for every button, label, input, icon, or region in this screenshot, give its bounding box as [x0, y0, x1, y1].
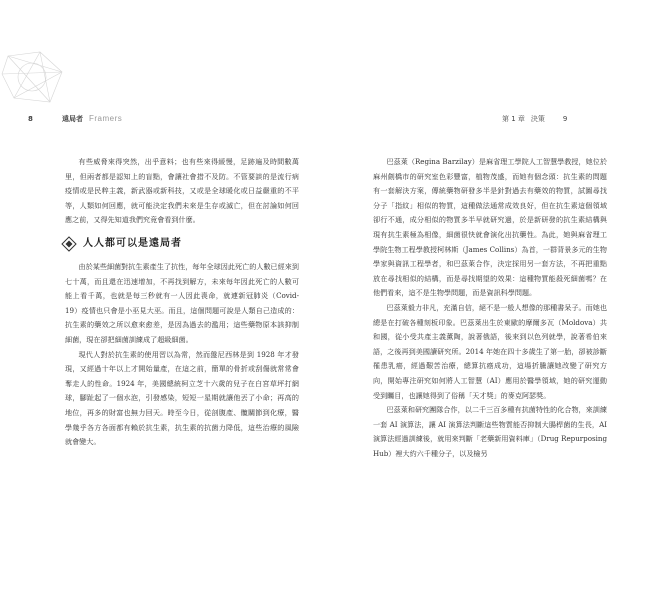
paragraph: 巴茲萊（Regina Barzilay）是麻省理工學院人工智慧學教授，她位於麻州劍橋市的研究室色彩豐富，植物茂盛，而她有個念頭：抗生素的問題有一套解決方案，傳統藥物研發多半是針對過去有藥效的物質，試圖尋找分子「指紋」相似的物質，這種做法通常成效良好，但在抗生素這個領域卻行不通，成分相似的物質多半早就研究過，於是新研發的抗生素結構與現有抗生素極為相像，細菌很快就會演化出抗藥性。為此，她與麻省理工學院生物工程學教授柯林斯（James Collins）為首，一群背景多元的生物學家與資訊工程學者，和巴茲萊合作，決定採用另一套方法，不再把重點放在尋找相似的結構，而是尋找期望的效果：這種物質能殺死細菌嗎？在他們看來，這不是生物學問題，而是資訊科學問題。	[373, 157, 607, 298]
section-diamond-icon	[61, 236, 77, 252]
paragraph: 巴茲萊毅力非凡，充滿自信，絕不是一般人想像的那種書呆子。而她也總是在打破各種刻板印象。巴茲萊出生於東歐的摩爾多瓦（Moldova）共和國，從小受共產主義薰陶，說著俄語，後來到以色列就學，說著希伯來語，之後再到美國讀研究所。2014 年她在四十多歲生了第一胎，卻被診斷罹患乳癌，經過艱苦治療，總算抗癌成功，這場折騰讓她改變了研究方向，開始專注研究如何將人工智慧（AI）應用於醫學領域，她的研究運動受到矚目，也讓她得到了俗稱「天才獎」的麥克阿瑟獎。	[373, 302, 607, 400]
chapter-title: 決策	[530, 115, 545, 123]
section-title: 人人都可以是遠局者	[83, 237, 182, 249]
right-page-number: 9	[562, 115, 568, 123]
book-title-english: Framers	[89, 114, 123, 123]
book-title: 遠局者	[62, 115, 83, 123]
paragraph: 現代人對於抗生素的使用習以為常，然而盤尼西林是到 1928 年才發現，又經過十年以上才開始量產，在這之前，簡單的骨折或刮傷就常常會奪走人的性命。1924 年，美國總統柯立芝十六歲的兒子在白宮草坪打網球，腳趾起了一個水泡，引發感染，短短一星期就讓他丟了小命；再高的地位，再多的財富也無力回天。時至今日，從剖腹產、髖關節到化療，醫學幾乎各方各面都有賴於抗生素，抗生素的抗菌力降低，這些治療的風險就會變大。	[65, 349, 299, 447]
left-page-number: 8	[28, 115, 33, 123]
left-page-body	[65, 155, 299, 450]
paragraph: 有些威脅來得突然，出乎意料；也有些來得緩慢，足跡遍及時間數萬里，但兩者都是認知上的盲點，會讓社會措不及防。不管要談的是流行病疫情或是民粹主義，新武器或新科技，又或是全球暖化或日益嚴重的不平等，人類如何回應，就可能決定我們未來是生存或滅亡，但在討論如何回應之前，又得先知道我們究竟會看到什麼。	[65, 157, 299, 225]
chapter-number: 第 1 章	[502, 115, 525, 123]
paragraph: 巴茲萊和研究團隊合作，以二千三百多種有抗菌特性的化合物，來訓練一套 AI 演算法，讓 AI 演算法判斷這些物質能否抑制大腸桿菌的生長，AI 演算法經過訓練後，就用來判斷「老藥新用資料庫」（Drug Repurposing Hub）裡大約六千種分子，以及檢另	[373, 405, 607, 458]
right-running-header	[502, 114, 567, 124]
left-running-header	[28, 114, 122, 124]
geometric-wireframe-decoration	[0, 50, 80, 110]
right-page-body	[373, 155, 607, 461]
paragraph: 由於某些細菌對抗生素產生了抗性，每年全球因此死亡的人數已經來到七十萬，而且還在迅速增加，不再找到解方，未來每年因此死亡的人數可能上看千萬，也就是每三秒就有一人因此喪命，就連新冠肺炎（Covid-19）疫情也只會是小巫見大巫。而且，這個問題可說是人類自己造成的：抗生素的藥效之所以愈來愈差，是因為過去的濫用；這些藥物原本該抑制細菌，現在卻把細菌訓練成了超級細菌。	[65, 261, 299, 344]
section-heading	[61, 236, 299, 252]
